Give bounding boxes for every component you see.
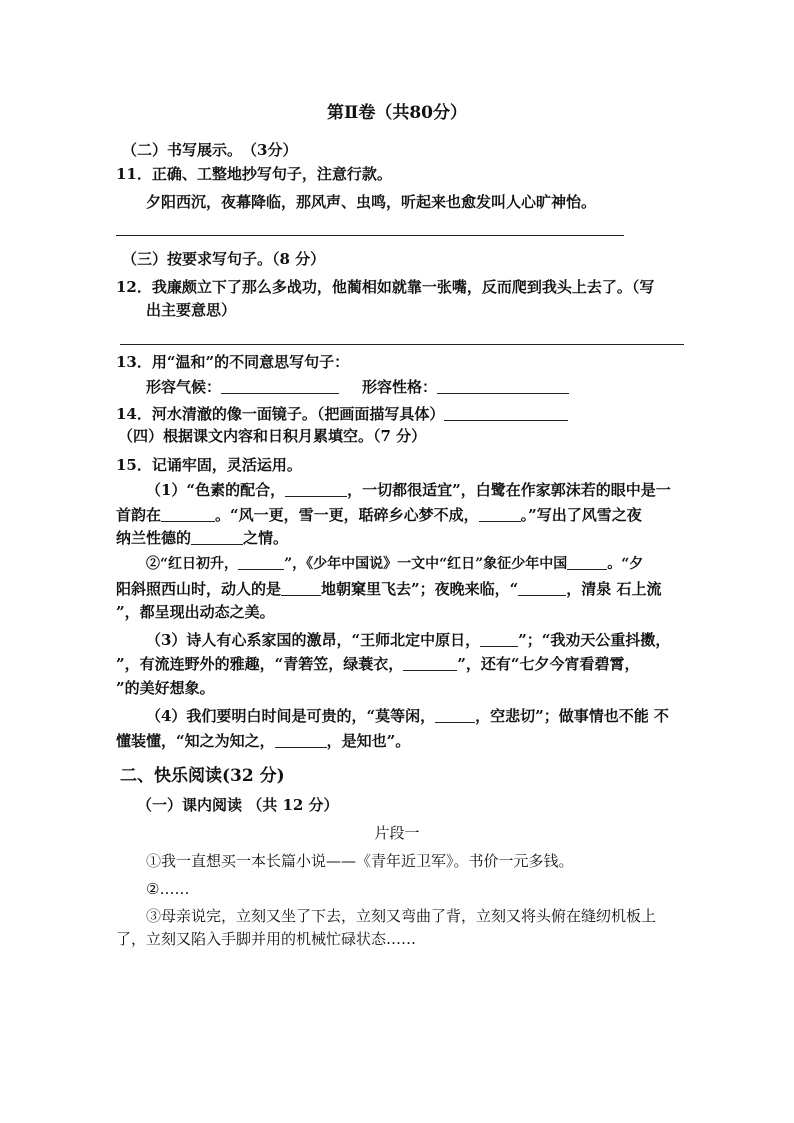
item-1-text-d: 。“风一更，雪一更，聒碎乡心梦不成， (215, 506, 479, 524)
item-3-text-a: （3）诗人有心系家国的激昂，“王师北定中原日， (146, 631, 481, 649)
item-2-line-3: ”，都呈现出动态之美。 (116, 603, 275, 621)
page-title: 第Ⅱ卷（共80分） (327, 103, 467, 123)
item-2-blank-1[interactable] (238, 555, 284, 570)
item-4-text-c: 懂装懂，“知之为知之， (116, 732, 275, 750)
question-12-line-1: 12．我廉颇立下了那么多战功，他蔺相如就靠一张嘴，反而爬到我头上去了。（写 (116, 278, 655, 296)
item-1-text-c: 首韵在 (116, 506, 162, 524)
question-14-text: 14．河水清澈的像一面镜子。（把画面描写具体） (116, 405, 445, 423)
item-2-blank-2[interactable] (567, 555, 607, 570)
item-1-line-2 (116, 505, 642, 525)
item-1-blank-4[interactable] (191, 530, 243, 545)
question-14 (116, 404, 568, 424)
item-2-blank-3[interactable] (281, 581, 321, 596)
item-2-text-c: 。“夕 (607, 556, 644, 572)
item-2-text-e: 地朝窠里飞去”；夜晚来临，“ (321, 580, 519, 598)
question-13-character (362, 377, 569, 397)
item-1-text-b: ，一切都很适宜”，白鹭在作家郭沫若的眼中是一 (347, 481, 671, 499)
item-3-line-1 (146, 630, 670, 650)
item-1-blank-2[interactable] (161, 507, 215, 522)
question-12-line-2: 出主要意思） (146, 301, 237, 319)
item-4-text-b: ，空悲切”；做事情也不能 不 (475, 707, 669, 725)
question-14-blank[interactable] (444, 406, 568, 421)
item-2-text-a: ②“红日初升， (146, 556, 239, 572)
passage-sentence-2: ②…… (146, 880, 190, 898)
item-2-text-b: ”，《少年中国说》一文中“红日”象征少年中国 (284, 556, 568, 572)
item-3-text-b: ”；“我劝天公重抖擞， (518, 631, 671, 649)
climate-label: 形容气候： (146, 378, 222, 396)
character-label: 形容性格： (362, 378, 438, 396)
item-2-text-d: 阳斜照西山时，动人的是 (116, 580, 282, 598)
item-3-blank-2[interactable] (403, 656, 457, 671)
question-11: 11．正确、工整地抄写句子，注意行款。 (116, 165, 392, 183)
section-heading-fill: （四）根据课文内容和日积月累填空。（7 分） (118, 427, 427, 445)
item-3-line-2 (116, 654, 640, 674)
item-2-text-f: ，清泉 石上流 (566, 580, 662, 598)
climate-blank[interactable] (221, 379, 339, 394)
item-1-text-g: 之情。 (243, 529, 289, 547)
item-4-blank-1[interactable] (435, 708, 475, 723)
answer-line-11[interactable] (116, 235, 624, 236)
question-13: 13．用“温和”的不同意思写句子： (116, 353, 350, 371)
answer-line-12[interactable] (120, 344, 684, 345)
item-1-text-f: 纳兰性德的 (116, 529, 192, 547)
item-4-blank-2[interactable] (275, 733, 327, 748)
item-3-text-d: ”，还有“七夕今宵看碧霄， (457, 655, 640, 673)
question-15: 15．记诵牢固，灵活运用。 (116, 456, 302, 474)
item-1-line-3 (116, 528, 288, 548)
reading-subheading: （一）课内阅读 （共 12 分） (137, 796, 339, 814)
passage-sentence-1: ①我一直想买一本长篇小说——《青年近卫军》。书价一元多钱。 (146, 852, 574, 870)
passage-sentence-3-line-2: 了，立刻又陷入手脚并用的机械忙碌状态…… (116, 930, 417, 948)
item-3-blank-1[interactable] (480, 632, 518, 647)
section-heading-sentences: （三）按要求写句子。（8 分） (122, 250, 326, 268)
item-2-blank-4[interactable] (518, 581, 566, 596)
character-blank[interactable] (437, 379, 569, 394)
section-heading-writing: （二）书写展示。 （3分） (122, 141, 298, 159)
item-4-text-d: ，是知也”。 (326, 732, 411, 750)
fragment-title: 片段一 (374, 824, 420, 842)
item-1-blank-3[interactable] (479, 507, 521, 522)
passage-sentence-3-line-1: ③母亲说完，立刻又坐了下去，立刻又弯曲了背，立刻又将头俯在缝纫机板上 (146, 907, 657, 925)
reading-heading: 二、快乐阅读(32 分) (120, 766, 285, 786)
item-2-line-1 (146, 554, 643, 574)
item-4-text-a: （4）我们要明白时间是可贵的，“莫等闲， (146, 707, 436, 725)
item-1-blank-1[interactable] (285, 482, 347, 497)
item-4-line-2 (116, 731, 410, 751)
copy-sentence: 夕阳西沉，夜幕降临，那风声、虫鸣，听起来也愈发叫人心旷神怡。 (146, 193, 597, 211)
item-3-line-3: ”的美好想象。 (116, 679, 215, 697)
item-1-line-1 (146, 480, 671, 500)
item-3-text-c: ”，有流连野外的雅趣，“青箬笠，绿蓑衣， (116, 655, 404, 673)
item-4-line-1 (146, 706, 669, 726)
item-1-text-e: 。”写出了风雪之夜 (520, 506, 642, 524)
question-13-climate (146, 377, 339, 397)
item-2-line-2 (116, 579, 662, 599)
item-1-text-a: （1）“色素的配合， (146, 481, 286, 499)
